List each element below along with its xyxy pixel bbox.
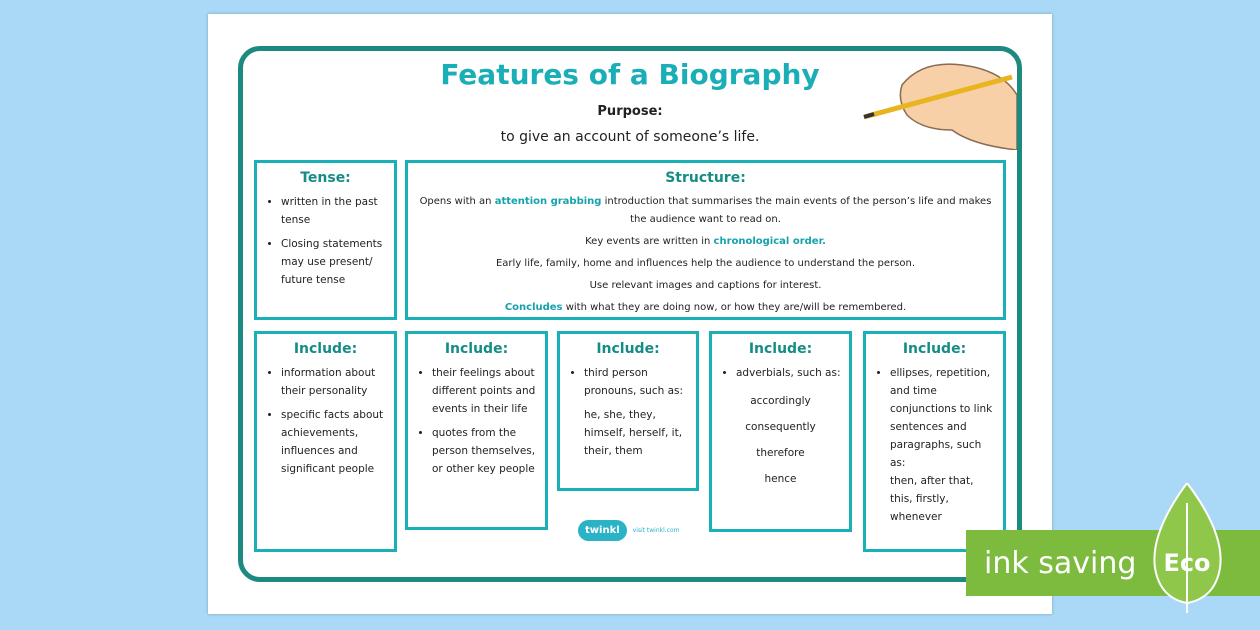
- logo-url: visit twinkl.com: [632, 527, 680, 534]
- text: Early life, family, home and influences help the audience to understand the person.: [495, 258, 915, 269]
- hand-pencil-icon: [862, 55, 1017, 150]
- include-heading: Include:: [902, 341, 967, 357]
- adverbial: consequently: [745, 421, 816, 433]
- highlight: Concludes: [504, 302, 563, 313]
- page-title: Features of a Biography: [440, 58, 820, 91]
- include-heading: Include:: [596, 341, 660, 357]
- text: Use relevant images and captions for interest.: [589, 280, 822, 291]
- purpose-label: Purpose:: [597, 104, 663, 119]
- structure-heading: Structure:: [665, 170, 746, 186]
- include-box-3: [557, 331, 699, 491]
- purpose-text: to give an account of someone’s life.: [500, 129, 760, 145]
- leaf-icon: [1150, 483, 1225, 613]
- list-item: • information about their personality: [281, 364, 386, 400]
- text: with what they are doing now, or how they are/will be remembered.: [562, 302, 907, 313]
- eco-badge: Eco: [1163, 549, 1211, 577]
- list-item: • their feelings about different points and events in their life: [432, 364, 537, 418]
- list-item: • Closing statements may use present/ future tense: [281, 235, 386, 289]
- structure-box: [405, 160, 1006, 320]
- include-box-5: [863, 331, 1006, 552]
- adverbial: accordingly: [750, 395, 811, 407]
- list-item: • ellipses, repetition, and time conjunctions to link sentences and paragraphs, such as:: [890, 364, 995, 472]
- list-item: • specific facts about achievements, influences and significant people: [281, 406, 386, 478]
- highlight: chronological order.: [713, 236, 826, 247]
- include-heading: Include:: [748, 341, 813, 357]
- adverbial: hence: [764, 473, 797, 485]
- include-box-4: [709, 331, 852, 532]
- text: Key events are written in: [585, 236, 714, 247]
- list-item: • written in the past tense: [281, 193, 386, 229]
- text: introduction that summarises the main events of the person’s life and makes the audience want to read on.: [601, 196, 992, 225]
- highlight: attention grabbing: [494, 196, 602, 207]
- text: Opens with an: [419, 196, 495, 207]
- conjunction-list: then, after that, this, firstly, whenever: [890, 475, 974, 523]
- tense-heading: Tense:: [300, 170, 351, 186]
- adverbial: therefore: [756, 447, 805, 459]
- include-heading: Include:: [293, 341, 358, 357]
- include-box-1: [254, 331, 397, 552]
- list-item: • adverbials, such as:: [736, 364, 841, 382]
- list-item: • quotes from the person themselves, or other key people: [432, 424, 537, 478]
- pronoun-list: he, she, they, himself, herself, it, their, them: [584, 409, 683, 457]
- twinkl-logo: [578, 520, 680, 541]
- eco-label: ink saving: [984, 545, 1137, 581]
- tense-box: [254, 160, 397, 320]
- logo-text: twinkl: [578, 520, 627, 541]
- include-box-2: [405, 331, 548, 530]
- list-item: • third person pronouns, such as:: [584, 364, 688, 400]
- include-heading: Include:: [444, 341, 509, 357]
